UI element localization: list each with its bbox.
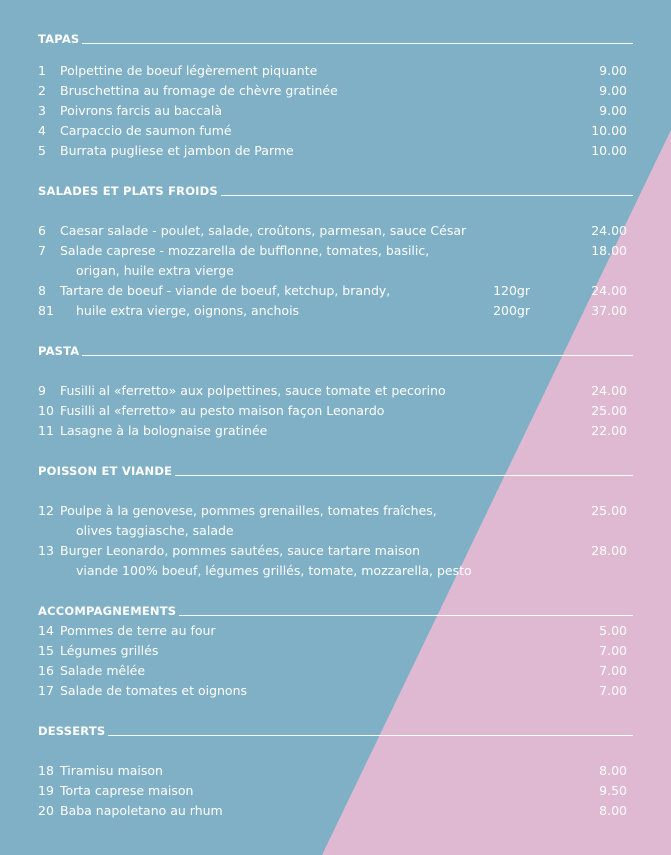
item-name: Burger Leonardo, pommes sautées, sauce tartare maison [60, 543, 421, 558]
section-header-desserts [38, 722, 633, 738]
item-weight: 120gr [493, 283, 530, 298]
section-title: TAPAS [38, 32, 80, 46]
item-price: 9.00 [599, 83, 627, 98]
menu-item [38, 141, 628, 161]
section-rule [175, 475, 633, 476]
item-number: 12 [38, 503, 54, 518]
menu-item [38, 281, 628, 301]
item-name: olives taggiasche, salade [76, 523, 234, 538]
menu-item [38, 641, 628, 661]
item-name: huile extra vierge, oignons, anchois [76, 303, 300, 318]
item-price: 9.00 [599, 63, 627, 78]
item-name: Bruschettina au fromage de chèvre gratinée [60, 83, 338, 98]
item-name: Tartare de boeuf - viande de boeuf, ketchup, brandy, [60, 283, 391, 298]
item-price: 8.00 [599, 803, 627, 818]
menu-item [38, 61, 628, 81]
section-title: ACCOMPAGNEMENTS [38, 604, 177, 618]
item-name: origan, huile extra vierge [76, 263, 234, 278]
menu-item [38, 661, 628, 681]
menu-item [38, 501, 628, 521]
menu-item [38, 221, 628, 241]
item-number: 13 [38, 543, 54, 558]
item-number: 7 [38, 243, 46, 258]
item-number: 8 [38, 283, 46, 298]
item-number: 5 [38, 143, 46, 158]
menu-item [38, 781, 628, 801]
item-price: 8.00 [599, 763, 627, 778]
item-price: 28.00 [591, 543, 627, 558]
menu-item [38, 681, 628, 701]
item-weight: 200gr [493, 303, 530, 318]
item-price: 25.00 [591, 503, 627, 518]
item-name: Torta caprese maison [60, 783, 194, 798]
item-name: Salade caprese - mozzarella de bufflonne, tomates, basilic, [60, 243, 430, 258]
item-number: 81 [38, 303, 54, 318]
item-number: 20 [38, 803, 54, 818]
menu-item [38, 381, 628, 401]
menu-item [38, 761, 628, 781]
item-price: 18.00 [591, 243, 627, 258]
item-price: 7.00 [599, 663, 627, 678]
item-number: 19 [38, 783, 54, 798]
section-rule [82, 43, 633, 44]
item-name: Fusilli al «ferretto» aux polpettines, sauce tomate et pecorino [60, 383, 446, 398]
item-name: Poivrons farcis au baccalà [60, 103, 222, 118]
item-number: 2 [38, 83, 46, 98]
item-price: 7.00 [599, 643, 627, 658]
item-name: Légumes grillés [60, 643, 159, 658]
item-name: Pommes de terre au four [60, 623, 216, 638]
menu-item [38, 621, 628, 641]
section-rule [221, 195, 633, 196]
section-header-tapas [38, 30, 633, 46]
menu-item [38, 801, 628, 821]
section-title: POISSON ET VIANDE [38, 464, 173, 478]
item-price: 37.00 [591, 303, 627, 318]
section-rule [108, 735, 633, 736]
menu-item-continuation [38, 261, 628, 281]
item-number: 6 [38, 223, 46, 238]
item-name: Tiramisu maison [60, 763, 163, 778]
item-name: Baba napoletano au rhum [60, 803, 223, 818]
item-price: 24.00 [591, 283, 627, 298]
item-name: Caesar salade - poulet, salade, croûtons, parmesan, sauce César [60, 223, 467, 238]
menu-item [38, 421, 628, 441]
section-rule [179, 615, 633, 616]
item-number: 14 [38, 623, 54, 638]
item-number: 16 [38, 663, 54, 678]
item-price: 7.00 [599, 683, 627, 698]
item-price: 5.00 [599, 623, 627, 638]
item-name: Polpettine de boeuf légèrement piquante [60, 63, 318, 78]
item-price: 9.50 [599, 783, 627, 798]
item-price: 24.00 [591, 383, 627, 398]
item-number: 15 [38, 643, 54, 658]
section-header-salades [38, 182, 633, 198]
section-header-accompagnements [38, 602, 633, 618]
menu-item [38, 81, 628, 101]
item-price: 22.00 [591, 423, 627, 438]
item-name: Lasagne à la bolognaise gratinée [60, 423, 268, 438]
item-name: viande 100% boeuf, légumes grillés, tomate, mozzarella, pesto [76, 563, 472, 578]
item-number: 9 [38, 383, 46, 398]
item-number: 11 [38, 423, 54, 438]
item-name: Fusilli al «ferretto» au pesto maison façon Leonardo [60, 403, 385, 418]
menu-item [38, 301, 628, 321]
item-price: 24.00 [591, 223, 627, 238]
item-name: Burrata pugliese et jambon de Parme [60, 143, 294, 158]
section-header-poisson [38, 462, 633, 478]
section-title: PASTA [38, 344, 80, 358]
section-rule [82, 355, 633, 356]
item-number: 3 [38, 103, 46, 118]
item-name: Salade mêlée [60, 663, 146, 678]
item-number: 4 [38, 123, 46, 138]
menu-item-continuation [38, 561, 628, 581]
section-header-pasta [38, 342, 633, 358]
item-number: 17 [38, 683, 54, 698]
item-number: 1 [38, 63, 46, 78]
item-price: 10.00 [591, 123, 627, 138]
menu-item [38, 541, 628, 561]
item-price: 10.00 [591, 143, 627, 158]
menu-item [38, 401, 628, 421]
item-name: Carpaccio de saumon fumé [60, 123, 232, 138]
item-number: 10 [38, 403, 54, 418]
menu-item [38, 241, 628, 261]
menu-item-continuation [38, 521, 628, 541]
item-name: Salade de tomates et oignons [60, 683, 248, 698]
item-price: 25.00 [591, 403, 627, 418]
item-number: 18 [38, 763, 54, 778]
section-title: DESSERTS [38, 724, 106, 738]
menu-item [38, 121, 628, 141]
section-title: SALADES ET PLATS FROIDS [38, 184, 218, 198]
item-name: Poulpe à la genovese, pommes grenailles, tomates fraîches, [60, 503, 437, 518]
item-price: 9.00 [599, 103, 627, 118]
menu-item [38, 101, 628, 121]
